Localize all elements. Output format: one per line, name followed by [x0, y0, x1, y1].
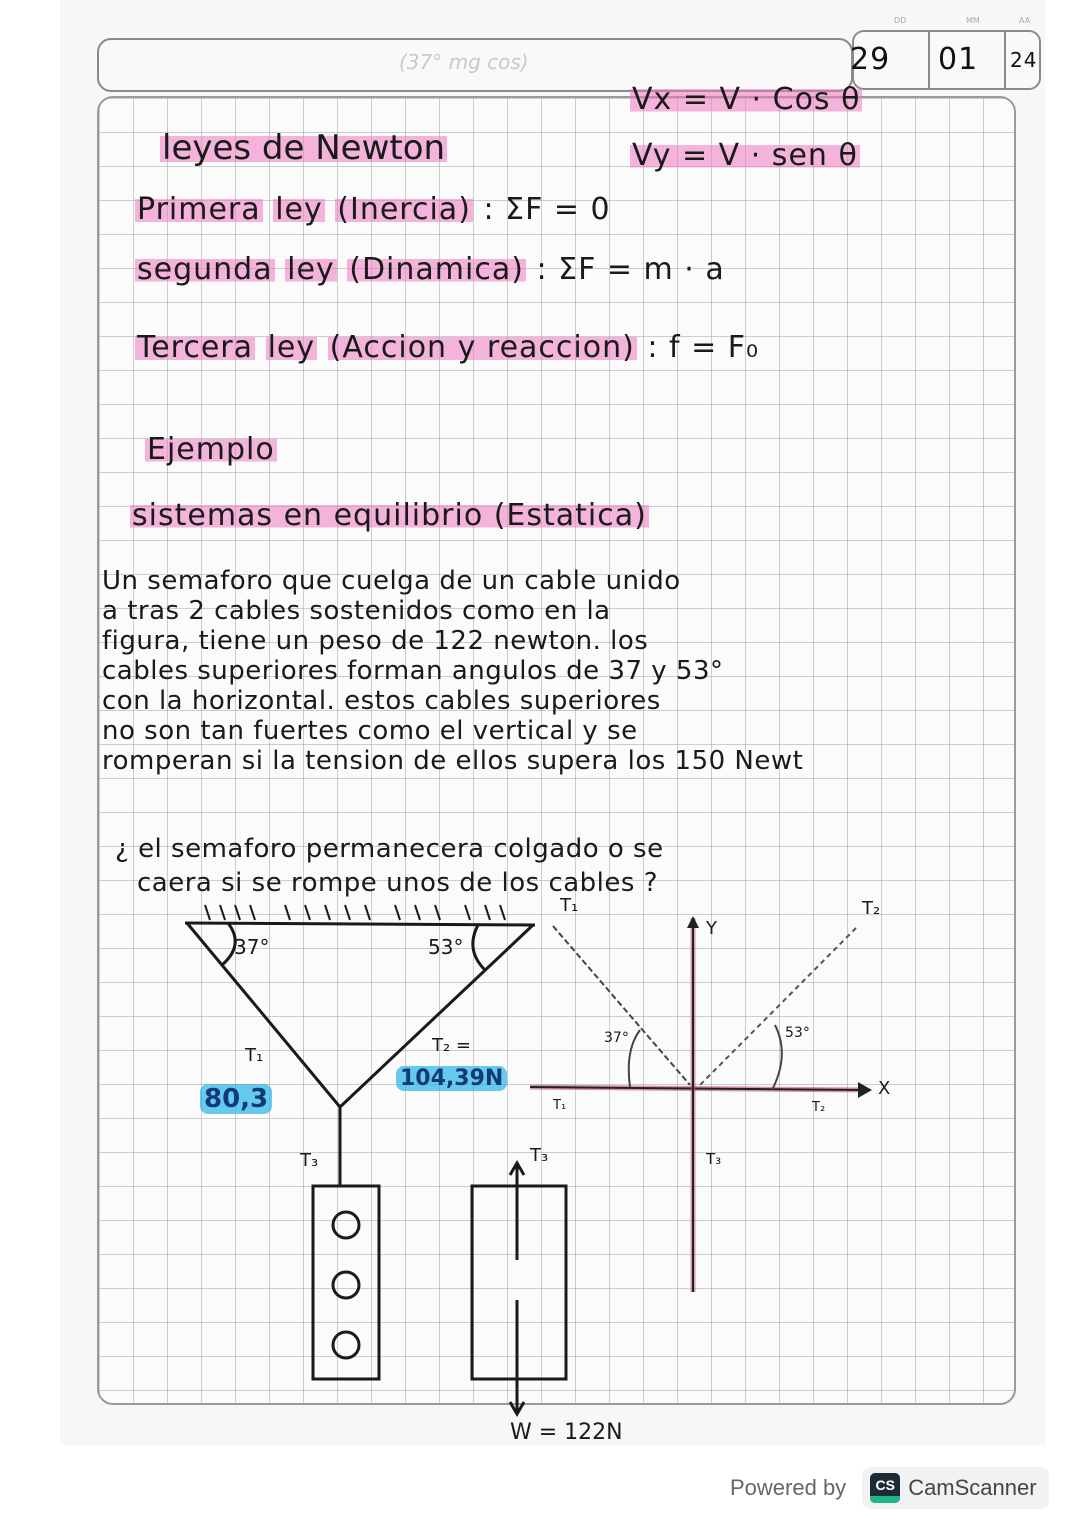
angle-left-label: 37°: [234, 935, 270, 959]
t1-value: 80,3: [200, 1084, 272, 1114]
page-title: leyes de Newton: [162, 128, 446, 168]
question-line: ¿ el semaforo permanecera colgado o se: [115, 834, 664, 864]
powered-by-text: Powered by: [730, 1475, 847, 1500]
law-third: Tercera ley (Accion y reaccion) : f = F₀: [137, 330, 760, 365]
date-label-month: MM: [966, 16, 980, 25]
fbd-t2-label: T₂: [862, 898, 881, 919]
law-second: segunda ley (Dinamica) : ΣF = m · a: [137, 252, 725, 287]
date-label-year: AA: [1019, 16, 1031, 25]
camscanner-watermark: [730, 1465, 1049, 1511]
law-first: Primera ley (Inercia) : ΣF = 0: [137, 192, 611, 227]
date-month: 01: [938, 42, 979, 77]
date-year: 24: [1010, 48, 1038, 72]
t3-label-left: T₃: [300, 1150, 319, 1171]
t2-label: T₂ =: [432, 1035, 472, 1056]
section-heading: sistemas en equilibrio (Estatica): [132, 498, 647, 533]
camscanner-brand: CamScanner: [908, 1475, 1037, 1500]
problem-line: figura, tiene un peso de 122 newton. los: [102, 626, 649, 656]
t2-value: 104,39N: [396, 1066, 507, 1091]
fbd-angle-right: 53°: [785, 1025, 810, 1041]
formula-vx: Vx = V · Cos θ: [632, 82, 861, 117]
fbd-angle-left: 37°: [604, 1030, 629, 1046]
header-faint-text: (37° mg cos): [399, 50, 529, 74]
t3-label-fbd: T₃: [530, 1145, 549, 1166]
problem-line: a tras 2 cables sostenidos como en la: [102, 596, 611, 626]
t1-label: T₁: [245, 1045, 264, 1066]
date-label-day: DD: [894, 16, 907, 25]
fbd-y-axis-label: Y: [706, 918, 717, 939]
fbd-x-axis-label: X: [878, 1078, 891, 1099]
angle-right-label: 53°: [428, 935, 464, 959]
problem-line: cables superiores forman angulos de 37 y 53°: [102, 656, 724, 686]
problem-line: romperan si la tension de ellos supera los 150 Newt: [102, 746, 804, 776]
weight-label: W = 122N: [510, 1420, 623, 1445]
problem-line: con la horizontal. estos cables superiores: [102, 686, 661, 716]
camscanner-badge: [862, 1467, 1048, 1509]
date-day: 29: [850, 42, 891, 77]
formula-vy: Vy = V · sen θ: [632, 138, 858, 173]
traffic-light-diagram: [185, 905, 566, 1414]
fbd-t3-label: T₃: [706, 1150, 722, 1168]
question-line: caera si se rompe unos de los cables ?: [137, 868, 659, 898]
camscanner-logo-icon: CS: [870, 1473, 900, 1503]
problem-line: no son tan fuertes como el vertical y se: [102, 716, 638, 746]
problem-line: Un semaforo que cuelga de un cable unido: [102, 566, 681, 596]
fbd-t1-label: T₁: [560, 895, 579, 916]
example-heading: Ejemplo: [147, 432, 275, 467]
fbd-t1x-label: T₁: [553, 1098, 567, 1113]
fbd-t2x-label: T₂: [812, 1100, 826, 1115]
